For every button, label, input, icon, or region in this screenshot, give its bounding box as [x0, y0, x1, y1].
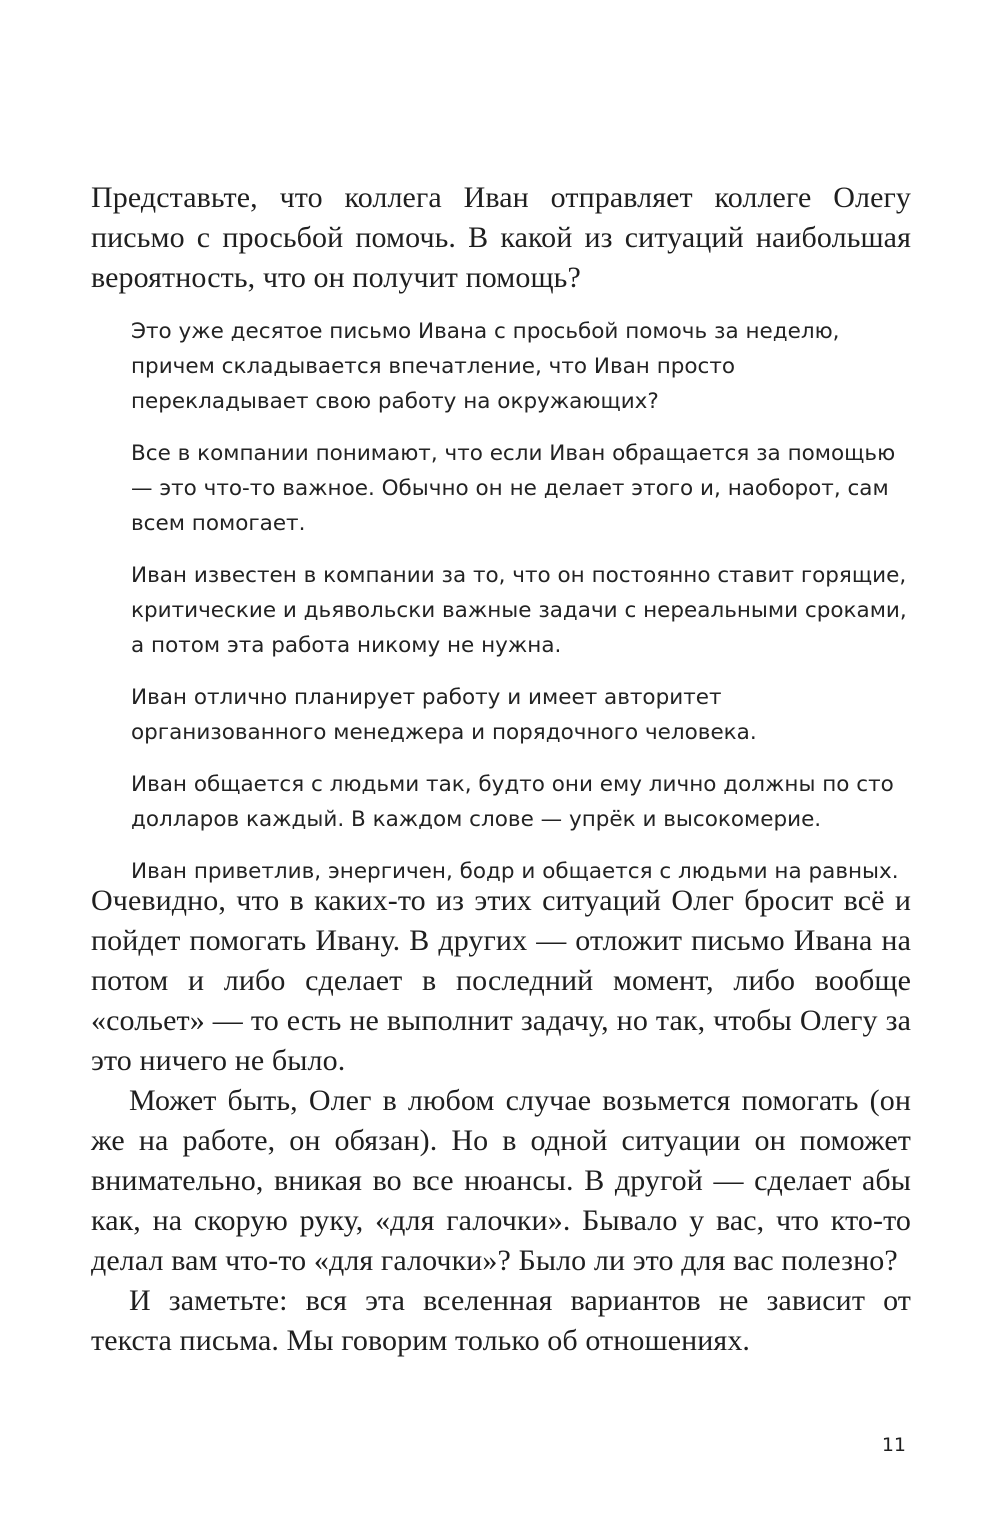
scenario-item: Все в компании понимают, что если Иван обращается за помощью — это что-то важное. Обычно он не делает этого и, наоборот, сам всем помогает.	[131, 441, 896, 536]
scenario-item: Иван общается с людьми так, будто они ему лично должны по сто долларов каждый. В каждом слове — упрёк и высокомерие.	[131, 772, 894, 832]
body-paragraph: Очевидно, что в каких-то из этих ситуаций Олег бросит всё и пойдет помогать Ивану. В других — отложит письмо Ивана на потом и либо сделает в последний момент, либо вообще «сольет» — то есть не выполнит задачу, но так, чтобы Олегу за это ничего не было.	[91, 884, 911, 1077]
scenario-item: Иван отлично планирует работу и имеет авторитет организованного менеджера и порядочного человека.	[131, 685, 757, 745]
page-number: 11	[881, 1434, 906, 1456]
body-paragraph: Может быть, Олег в любом случае возьмется помогать (он же на работе, он обязан). Но в одной ситуации он поможет внимательно, вникая во все нюансы. В другой — сделает абы как, на скорую руку, «для галочки». Бывало у вас, что кто-то делал вам что-то «для галочки»? Было ли это для вас полезно?	[91, 1084, 911, 1277]
scenario-item: Иван известен в компании за то, что он постоянно ставит горящие, критические и дьявольски важные задачи с нереальными сроками, а потом эта работа никому не нужна.	[131, 563, 907, 658]
scenario-item: Иван приветлив, энергичен, бодр и общается с людьми на равных.	[131, 859, 899, 884]
intro-paragraph: Представьте, что коллега Иван отправляет коллеге Олегу письмо с просьбой помочь. В какой из ситуаций наибольшая вероятность, что он получит помощь?	[91, 181, 911, 294]
body-text	[91, 881, 911, 1361]
scenario-list	[131, 314, 911, 906]
body-paragraph: И заметьте: вся эта вселенная вариантов не зависит от текста письма. Мы говорим только об отношениях.	[91, 1284, 911, 1357]
intro-text	[91, 178, 911, 298]
scenario-item: Это уже десятое письмо Ивана с просьбой помочь за неделю, причем складывается впечатление, что Иван просто перекладывает свою работу на окружающих?	[131, 319, 840, 414]
